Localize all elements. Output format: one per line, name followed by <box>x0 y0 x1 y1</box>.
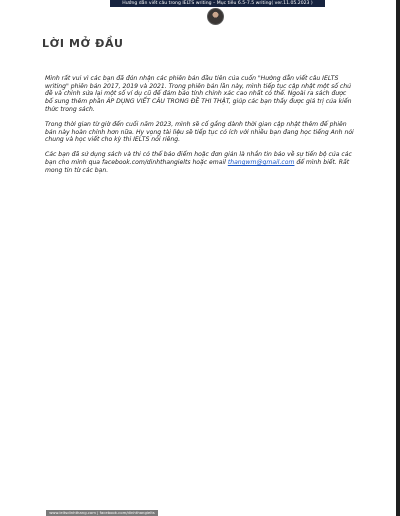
running-header <box>110 0 325 7</box>
page-edge-divider <box>396 0 400 516</box>
paragraph-1: Mình rất vui vì các bạn đã đón nhận các phiên bản đầu tiên của cuốn "Hướng dẫn viết câu IELTS writing" phiên bản 2017, 2019 và 2021. Trong phiên bản lần này, mình tiếp tục cập nhật một số chủ đề và chỉnh sửa lại một số ví dụ cũ để đảm bảo tính chỉnh xác cao nhất có thể. Ngoài ra sách được bổ sung thêm phần ÁP DỤNG VIẾT CÂU TRONG ĐỀ THI THẬT, giúp các bạn thấy được giá trị của kiến thức trong sách. <box>45 75 352 113</box>
running-header-text: Hướng dẫn viết câu trong IELTS writing – Mục tiêu 6.5-7.5 writing( ver.11.05.2023 ) <box>122 1 313 6</box>
paragraph-3-tail: để mình biết. Rất mong tin từ các bạn. <box>45 159 350 174</box>
running-footer-text: www.ieltsdinhthang.com | facebook.com/dinhthangielts <box>49 510 155 515</box>
paragraph-3 <box>45 151 355 174</box>
paragraph-2: Trong thời gian từ giờ đến cuối năm 2023, mình sẽ cố gắng dành thời gian cập nhật thêm để phiên bản này hoàn chỉnh hơn nữa. Hy vọng tài liệu sẽ tiếp tục có ích với nhiều bạn đang học tiếng Anh nói chung và học viết cho kỳ thi IELTS nói riêng. <box>45 120 354 144</box>
paragraph-3-text: Các bạn đã sử dụng sách và thi có thể báo điểm hoặc đơn giản là nhắn tin báo về sự tiến bộ của các bạn cho mình qua facebook.com/dinhthangielts hoặc email <box>45 151 352 167</box>
intro-body <box>45 75 355 182</box>
author-avatar <box>207 8 224 25</box>
email-link[interactable]: thangwm@gmail.com <box>227 159 295 167</box>
page-title: LỜI MỞ ĐẦU <box>42 37 124 50</box>
running-footer <box>46 510 158 516</box>
